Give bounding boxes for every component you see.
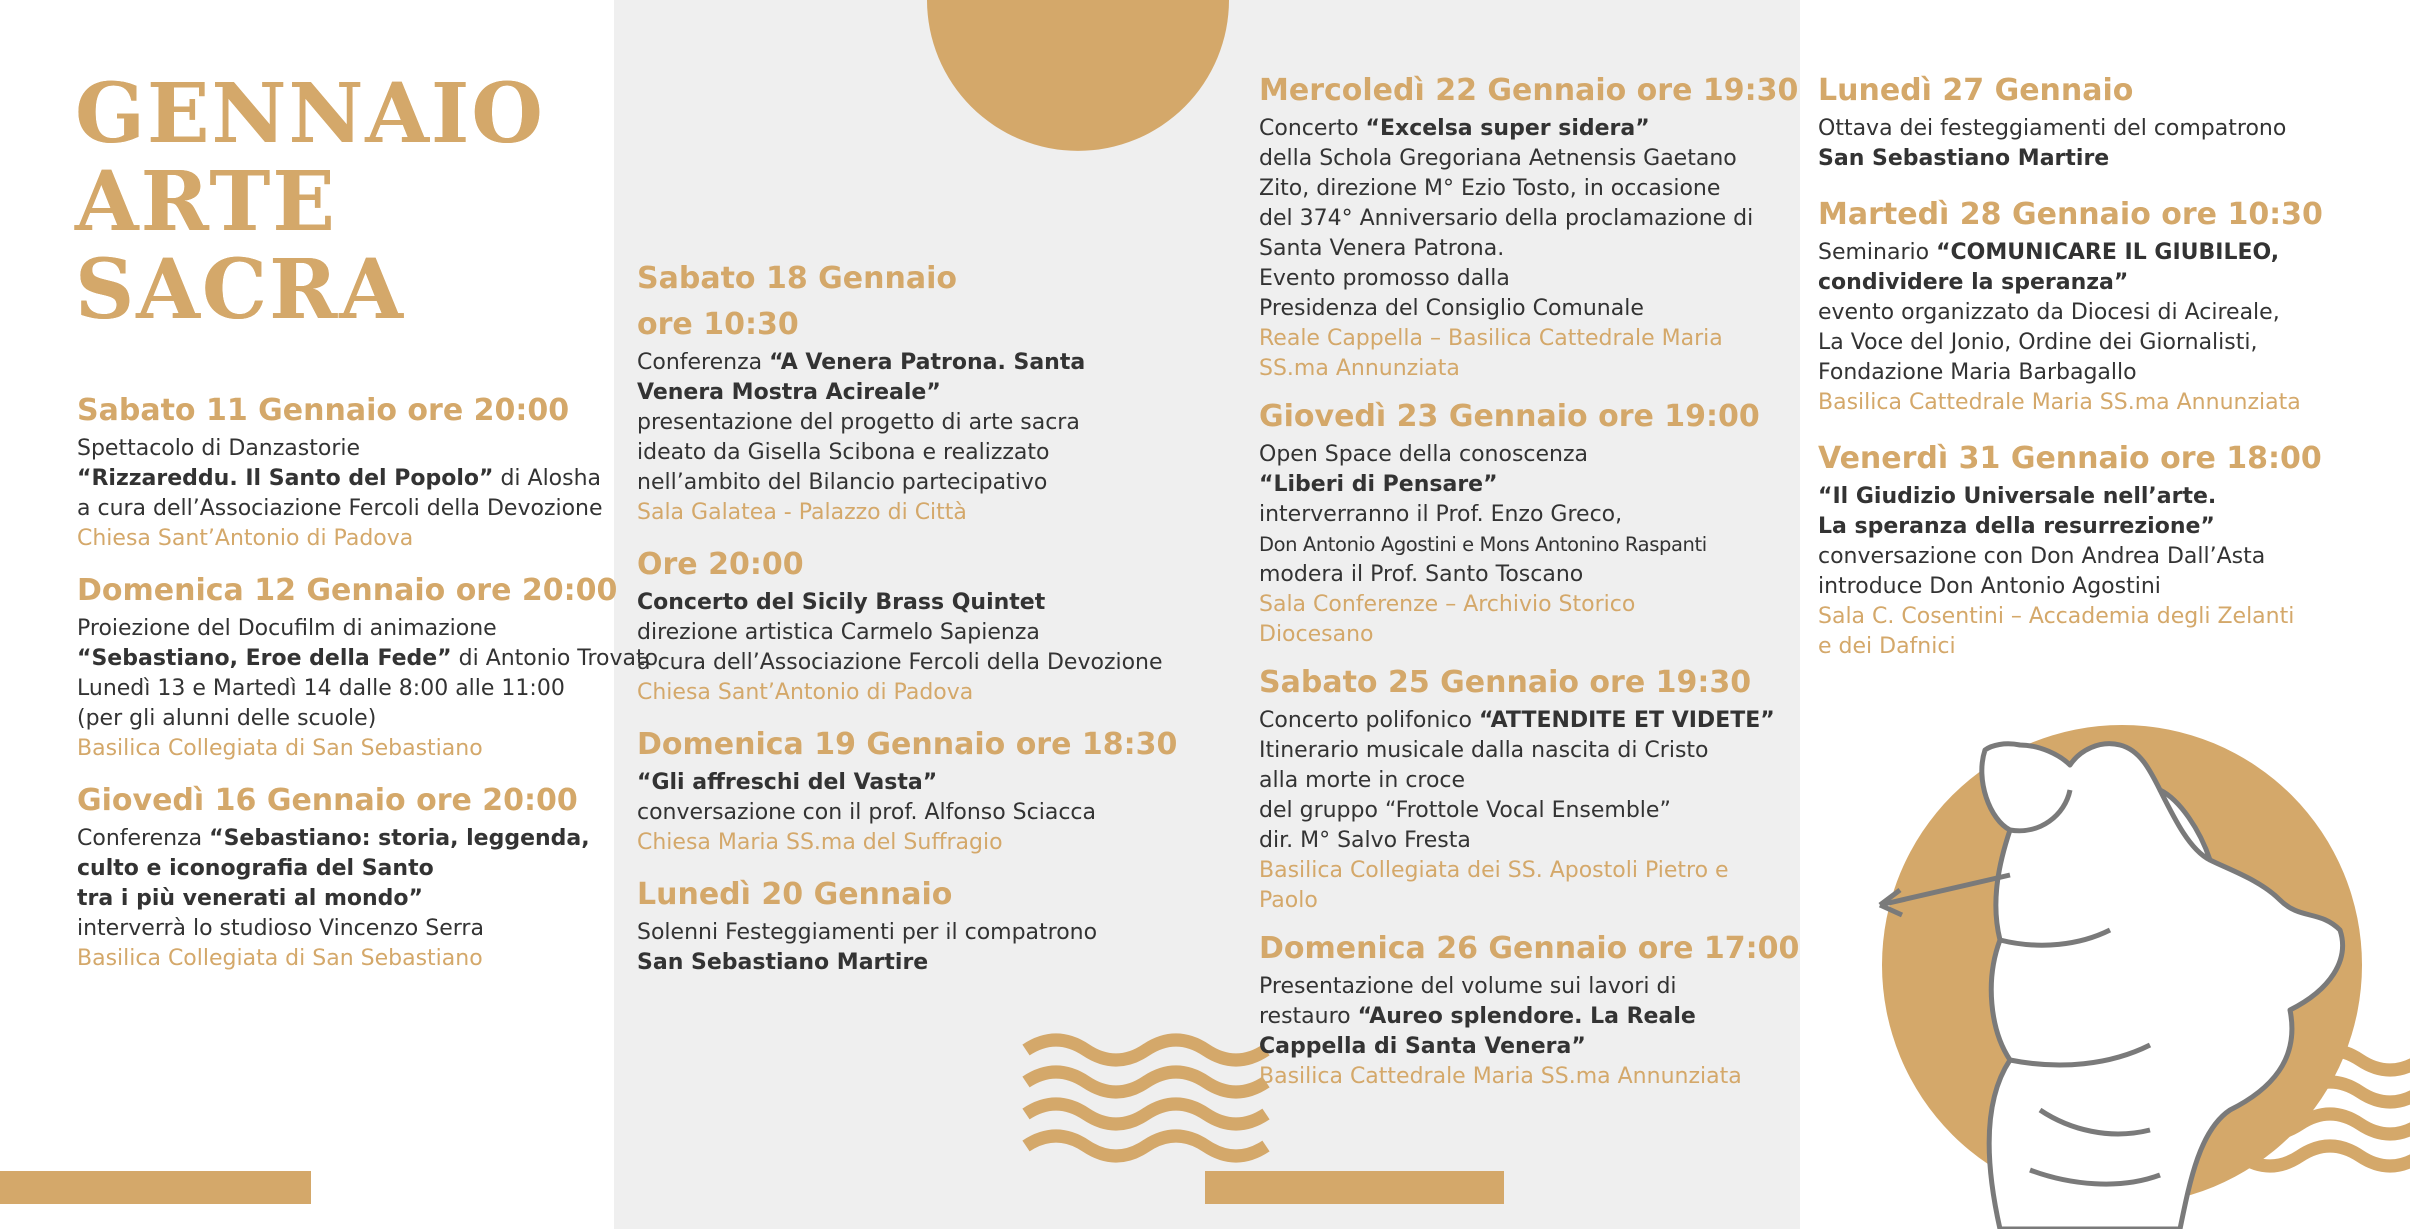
title-line: SACRA	[75, 242, 405, 338]
event-line: dir. M° Salvo Fresta	[1259, 828, 1471, 853]
bar-bottom-center	[1205, 1171, 1504, 1204]
event-line: “Liberi di Pensare”	[1259, 472, 1498, 497]
event-line: conversazione con Don Andrea Dall’Asta	[1818, 544, 2266, 569]
event-venue: e dei Dafnici	[1818, 634, 1956, 659]
event-heading: Lunedì 20 Gennaio	[637, 877, 953, 912]
event-venue: Chiesa Sant’Antonio di Padova	[77, 526, 414, 551]
event-line: interverrà lo studioso Vincenzo Serra	[77, 916, 484, 941]
event-block	[637, 542, 1177, 708]
event-title-text: “ATTENDITE ET VIDETE”	[1478, 708, 1775, 733]
event-line: Solenni Festeggiamenti per il compatrono	[637, 920, 1098, 945]
event-line	[77, 824, 658, 854]
column-2	[637, 256, 1177, 978]
event-line: a cura dell’Associazione Fercoli della Devozione	[637, 650, 1163, 675]
event-line: Open Space della conoscenza	[1259, 442, 1589, 467]
event-line: alla morte in croce	[1259, 768, 1466, 793]
event-block	[77, 388, 658, 554]
event-line: modera il Prof. Santo Toscano	[1259, 562, 1584, 587]
event-title-text: “Rizzareddu. Il Santo del Popolo”	[77, 466, 494, 491]
event-line: della Schola Gregoriana Aetnensis Gaetano	[1259, 146, 1737, 171]
event-block	[1818, 192, 2323, 418]
event-heading: Sabato 18 Gennaio	[637, 261, 957, 296]
event-block	[1818, 68, 2323, 174]
event-line	[1259, 1002, 1799, 1032]
event-line: condividere la speranza”	[1818, 270, 2129, 295]
event-line	[1818, 238, 2323, 268]
event-heading: Lunedì 27 Gennaio	[1818, 73, 2134, 108]
event-line: Don Antonio Agostini e Mons Antonino Raspanti	[1259, 533, 1707, 556]
event-line: Cappella di Santa Venera”	[1259, 1034, 1586, 1059]
event-heading: Mercoledì 22 Gennaio ore 19:30	[1259, 73, 1799, 108]
event-text: di Alosha	[493, 466, 602, 491]
bar-bottom-left	[0, 1171, 311, 1204]
title-line: GENNAIO	[75, 66, 545, 162]
event-line	[77, 644, 658, 674]
event-line: Itinerario musicale dalla nascita di Cristo	[1259, 738, 1709, 763]
event-heading: Domenica 12 Gennaio ore 20:00	[77, 573, 618, 608]
event-heading: Domenica 26 Gennaio ore 17:00	[1259, 931, 1800, 966]
event-venue: Reale Cappella – Basilica Cattedrale Maria	[1259, 326, 1723, 351]
event-heading: Martedì 28 Gennaio ore 10:30	[1818, 197, 2323, 232]
event-title-text: “Aureo splendore. La Reale	[1357, 1004, 1696, 1029]
event-title-text: “A Venera Patrona. Santa	[769, 350, 1086, 375]
event-block	[1259, 926, 1799, 1092]
event-line: San Sebastiano Martire	[637, 950, 929, 975]
event-venue: Paolo	[1259, 888, 1318, 913]
event-heading: Sabato 25 Gennaio ore 19:30	[1259, 665, 1752, 700]
event-venue: Basilica Cattedrale Maria SS.ma Annunziata	[1818, 390, 2301, 415]
event-line: Presidenza del Consiglio Comunale	[1259, 296, 1644, 321]
event-block	[77, 778, 658, 974]
event-block	[1259, 68, 1799, 384]
event-line: “Gli affreschi del Vasta”	[637, 770, 938, 795]
half-circle-top	[927, 0, 1229, 151]
event-text: Conferenza	[77, 826, 210, 851]
event-line: evento organizzato da Diocesi di Acireale,	[1818, 300, 2280, 325]
event-venue: Basilica Collegiata dei SS. Apostoli Pietro e	[1259, 858, 1729, 883]
event-title-text: “Sebastiano: storia, leggenda,	[209, 826, 590, 851]
event-line: introduce Don Antonio Agostini	[1818, 574, 2161, 599]
event-line: Proiezione del Docufilm di animazione	[77, 616, 497, 641]
event-heading: Sabato 11 Gennaio ore 20:00	[77, 393, 570, 428]
event-venue: Basilica Collegiata di San Sebastiano	[77, 736, 483, 761]
event-venue: Diocesano	[1259, 622, 1374, 647]
event-line: Santa Venera Patrona.	[1259, 236, 1505, 261]
event-block	[1259, 660, 1799, 916]
event-block	[637, 722, 1177, 858]
event-line: Concerto del Sicily Brass Quintet	[637, 590, 1046, 615]
event-line: tra i più venerati al mondo”	[77, 886, 424, 911]
event-body	[1818, 238, 2323, 418]
event-body	[77, 434, 658, 554]
event-venue: Sala Galatea - Palazzo di Città	[637, 500, 967, 525]
event-heading: Domenica 19 Gennaio ore 18:30	[637, 727, 1178, 762]
event-line: Ottava dei festeggiamenti del compatrono	[1818, 116, 2287, 141]
event-heading: Venerdì 31 Gennaio ore 18:00	[1818, 441, 2322, 476]
event-line: Presentazione del volume sui lavori di	[1259, 974, 1677, 999]
event-venue: Basilica Cattedrale Maria SS.ma Annunziata	[1259, 1064, 1742, 1089]
event-title-text: “Sebastiano, Eroe della Fede”	[77, 646, 452, 671]
event-heading: ore 10:30	[637, 307, 799, 342]
event-text: Concerto polifonico	[1259, 708, 1479, 733]
event-body	[637, 918, 1177, 978]
event-line: ideato da Gisella Scibona e realizzato	[637, 440, 1050, 465]
event-line: conversazione con il prof. Alfonso Sciacca	[637, 800, 1097, 825]
event-block	[77, 568, 658, 764]
event-body	[637, 588, 1177, 708]
event-body	[637, 348, 1177, 528]
event-line	[77, 464, 658, 494]
title-line: ARTE	[75, 154, 337, 250]
event-body	[637, 768, 1177, 858]
event-line: Lunedì 13 e Martedì 14 dalle 8:00 alle 11:00	[77, 676, 565, 701]
event-line: Spettacolo di Danzastorie	[77, 436, 361, 461]
event-text: restauro	[1259, 1004, 1358, 1029]
event-body	[1259, 706, 1799, 916]
column-1	[77, 388, 658, 974]
event-line: del 374° Anniversario della proclamazione di	[1259, 206, 1754, 231]
event-line: (per gli alunni delle scuole)	[77, 706, 377, 731]
event-venue: Chiesa Sant’Antonio di Padova	[637, 680, 974, 705]
event-body	[1818, 114, 2323, 174]
event-line: Zito, direzione M° Ezio Tosto, in occasione	[1259, 176, 1721, 201]
event-block	[1259, 394, 1799, 650]
event-heading: Giovedì 16 Gennaio ore 20:00	[77, 783, 578, 818]
event-body	[1818, 482, 2323, 662]
event-line: a cura dell’Associazione Fercoli della Devozione	[77, 496, 603, 521]
event-line	[637, 348, 1177, 378]
event-heading: Giovedì 23 Gennaio ore 19:00	[1259, 399, 1760, 434]
event-venue: Basilica Collegiata di San Sebastiano	[77, 946, 483, 971]
event-body	[1259, 440, 1799, 650]
event-block	[637, 872, 1177, 978]
event-text: Concerto	[1259, 116, 1366, 141]
event-line: La speranza della resurrezione”	[1818, 514, 2215, 539]
waves-center	[1026, 1040, 1266, 1156]
event-line: culto e iconografia del Santo	[77, 856, 434, 881]
event-line: Evento promosso dalla	[1259, 266, 1510, 291]
event-heading: Ore 20:00	[637, 547, 804, 582]
event-line: La Voce del Jonio, Ordine dei Giornalisti,	[1818, 330, 2258, 355]
event-text: Seminario	[1818, 240, 1937, 265]
event-body	[1259, 114, 1799, 384]
column-3	[1259, 68, 1799, 1092]
title	[75, 66, 545, 338]
event-line: interverranno il Prof. Enzo Greco,	[1259, 502, 1623, 527]
event-venue: Chiesa Maria SS.ma del Suffragio	[637, 830, 1003, 855]
column-4	[1818, 68, 2323, 662]
event-body	[1259, 972, 1799, 1092]
event-line	[1259, 114, 1799, 144]
event-body	[77, 824, 658, 974]
event-body	[77, 614, 658, 764]
event-title-text: “COMUNICARE IL GIUBILEO,	[1936, 240, 2280, 265]
event-line: Fondazione Maria Barbagallo	[1818, 360, 2137, 385]
event-line	[1259, 706, 1799, 736]
event-block	[637, 256, 1177, 528]
event-line: direzione artistica Carmelo Sapienza	[637, 620, 1040, 645]
event-line: del gruppo “Frottole Vocal Ensemble”	[1259, 798, 1671, 823]
event-line: San Sebastiano Martire	[1818, 146, 2110, 171]
event-line: Venera Mostra Acireale”	[637, 380, 941, 405]
event-title-text: “Excelsa super sidera”	[1365, 116, 1650, 141]
event-line: “Il Giudizio Universale nell’arte.	[1818, 484, 2217, 509]
event-text: di Antonio Trovato	[451, 646, 659, 671]
event-line: nell’ambito del Bilancio partecipativo	[637, 470, 1048, 495]
event-venue: Sala C. Cosentini – Accademia degli Zelanti	[1818, 604, 2295, 629]
event-line: presentazione del progetto di arte sacra	[637, 410, 1080, 435]
event-venue: SS.ma Annunziata	[1259, 356, 1460, 381]
event-venue: Sala Conferenze – Archivio Storico	[1259, 592, 1636, 617]
event-block	[1818, 436, 2323, 662]
event-text: Conferenza	[637, 350, 770, 375]
